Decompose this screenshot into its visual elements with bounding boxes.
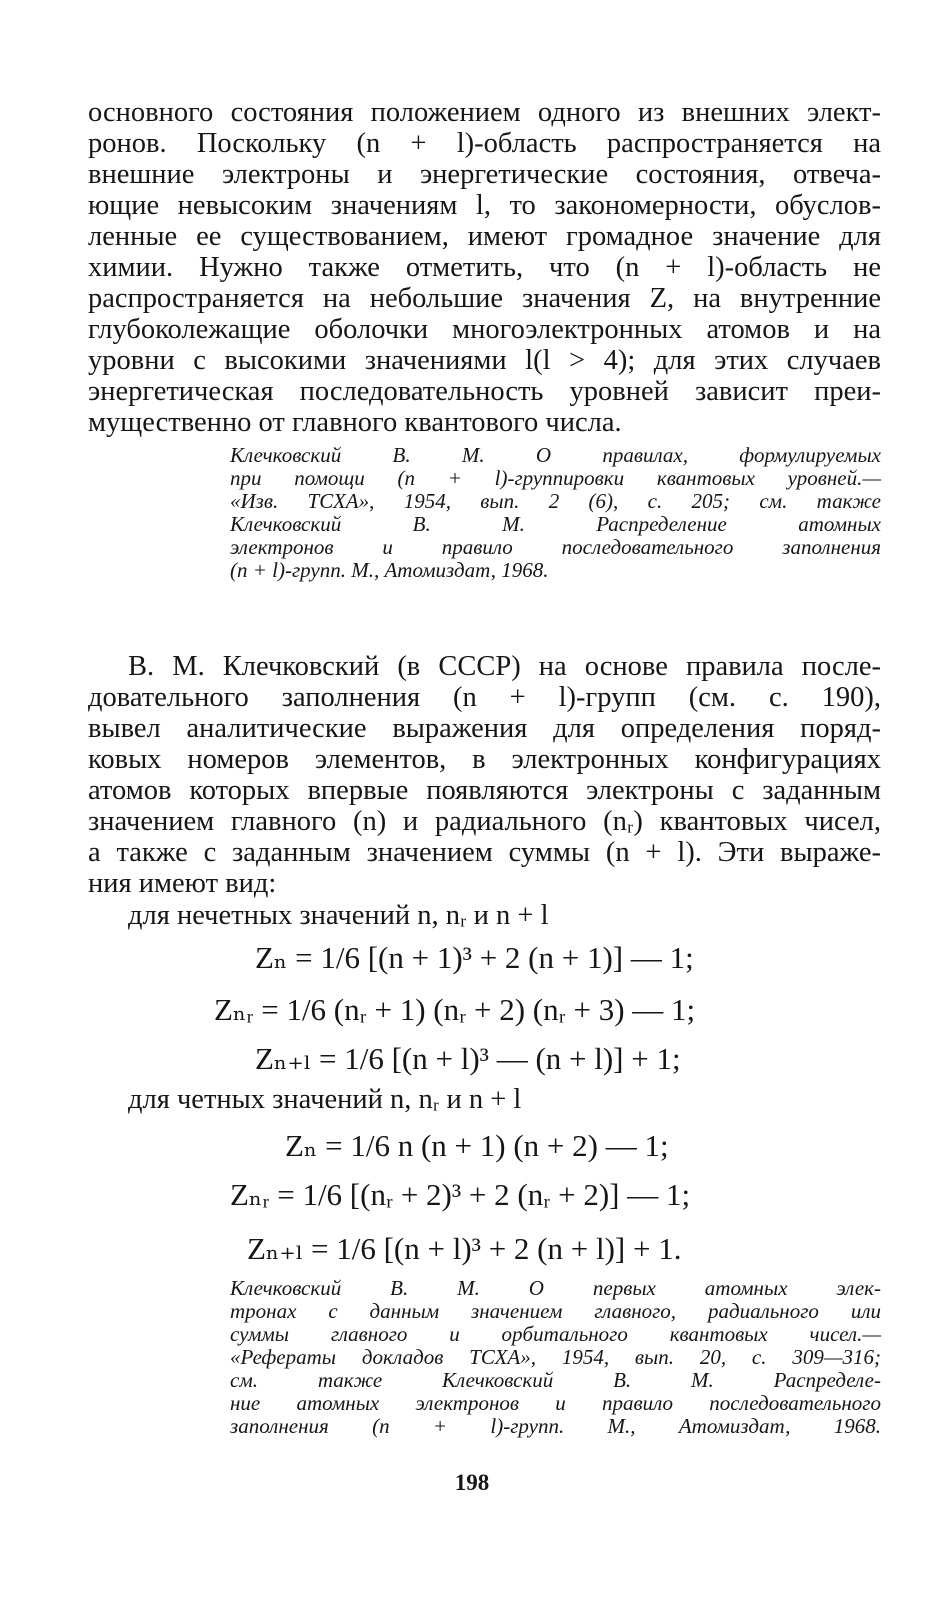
text-line: довательного заполнения (n + l)-групп (см. с. 190), [88,682,881,713]
text-line: глубоколежащие оболочки многоэлектронных атомов и на [88,314,881,345]
even-values-heading: для четных значений n, nᵣ и n + l [128,1084,522,1115]
reference-line: электронов и правило последовательного заполнения [230,535,881,559]
text-line: внешние электроны и энергетические состояния, отвеча- [88,159,881,190]
reference-line: «Рефераты докладов ТСХА», 1954, вып. 20, с. 309—316; [230,1345,881,1369]
text-line: ющие невысоким значениям l, то закономерности, обуслов- [88,190,881,221]
reference-line: (n + l)-групп. М., Атомиздат, 1968. [230,558,549,582]
text-line: В. М. Клечковский (в СССР) на основе правила после- [128,651,881,682]
text-line: значением главного (n) и радиального (nᵣ) квантовых чисел, [88,806,881,837]
text-line: распространяется на небольшие значения Z, на внутренние [88,283,881,314]
text-line: ния имеют вид: [88,868,277,899]
text-line: основного состояния положением одного из внешних элект- [88,97,881,128]
text-line: ронов. Поскольку (n + l)-область распространяется на [88,128,881,159]
reference-line: Клечковский В. М. Распределение атомных [230,512,881,536]
odd-values-heading: для нечетных значений n, nᵣ и n + l [128,900,549,931]
reference-line: тронах с данным значением главного, радиального или [230,1299,881,1323]
formula-znr-even: Zₙᵣ = 1/6 [(nᵣ + 2)³ + 2 (nᵣ + 2)] — 1; [230,1177,691,1212]
page-number: 198 [454,1470,490,1495]
text-line: ленные ее существованием, имеют громадное значение для [88,221,881,252]
formula-zn-even: Zₙ = 1/6 n (n + 1) (n + 2) — 1; [285,1128,669,1163]
formula-zn-odd: Zₙ = 1/6 [(n + 1)³ + 2 (n + 1)] — 1; [255,940,694,975]
text-line: атомов которых впервые появляются электроны с заданным [88,775,881,806]
text-line: энергетическая последовательность уровней зависит преи- [88,376,881,407]
reference-line: суммы главного и орбитального квантовых чисел.— [230,1322,881,1346]
text-line: ковых номеров элементов, в электронных конфигурациях [88,744,881,775]
text-line: уровни с высокими значениями l(l > 4); для этих случаев [88,345,881,376]
reference-line: ние атомных электронов и правило последовательного [230,1391,881,1415]
text-line: а также с заданным значением суммы (n + l). Эти выраже- [88,837,881,868]
reference-line: Клечковский В. М. О первых атомных элек- [230,1276,881,1300]
text-line: мущественно от главного квантового числа. [88,407,622,438]
reference-line: заполнения (n + l)-групп. М., Атомиздат, 1968. [230,1414,881,1438]
text-line: вывел аналитические выражения для определения поряд- [88,713,881,744]
text-line: химии. Нужно также отметить, что (n + l)-область не [88,252,881,283]
reference-line: при помощи (n + l)-группировки квантовых уровней.— [230,466,881,490]
reference-line: см. также Клечковский В. М. Распределе- [230,1368,881,1392]
formula-znr-odd: Zₙᵣ = 1/6 (nᵣ + 1) (nᵣ + 2) (nᵣ + 3) — 1; [214,992,696,1027]
reference-line: Клечковский В. М. О правилах, формулируемых [230,443,881,467]
formula-znl-even: Zₙ₊ₗ = 1/6 [(n + l)³ + 2 (n + l)] + 1. [247,1231,682,1266]
reference-line: «Изв. ТСХА», 1954, вып. 2 (6), с. 205; см. также [230,489,881,513]
formula-znl-odd: Zₙ₊ₗ = 1/6 [(n + l)³ — (n + l)] + 1; [255,1041,681,1076]
